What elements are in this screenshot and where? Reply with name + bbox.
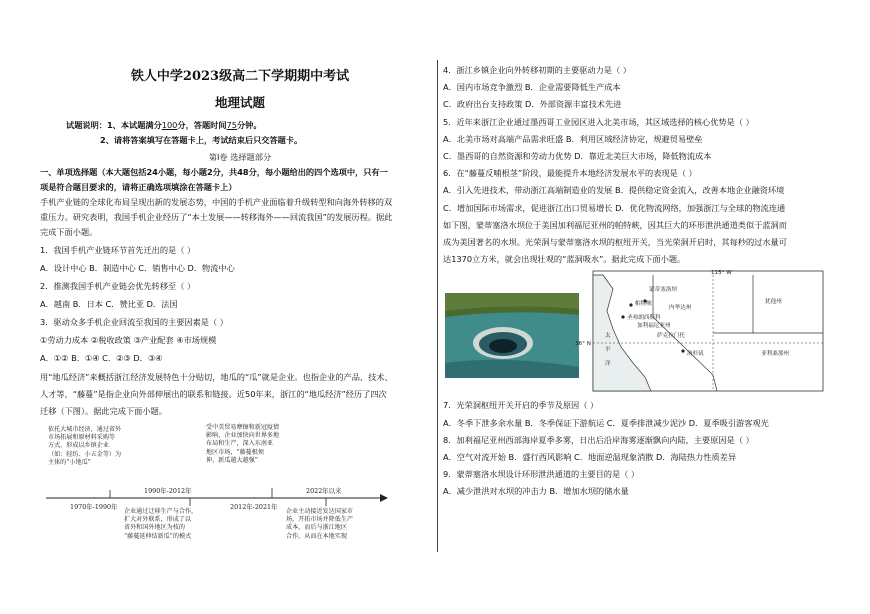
question-5: 5．近年来浙江企业通过墨西哥工业园区进入北美市场，其区域选择的核心优势是（ ） (443, 116, 754, 127)
dam-figures (443, 271, 843, 391)
california-map (575, 270, 823, 391)
svg-text:蒙蒂塞洛坝: 蒙蒂塞洛坝 (649, 287, 677, 294)
passage1-line: 完成下面小题。 (40, 227, 98, 237)
timeline-box-3: 受中美贸易摩擦和新冠疫情 影响，企业加快向世界多地 布局和生产，深入东南亚 地区市场，“藤蔓根须 伸，新瓜越大越强” (206, 424, 280, 464)
svg-text:加利福尼亚州: 加利福尼亚州 (637, 323, 671, 330)
left-column (40, 68, 440, 544)
instructions-line-2: 2、请将答案填写在答题卡上，考试结束后只交答题卡。 (100, 135, 303, 145)
question-3-items: ①劳动力成本 ②税收政策 ③产业配套 ④市场规模 (40, 335, 217, 345)
svg-text:太: 太 (605, 333, 611, 340)
period-label-1: 1970年-1990年 (70, 503, 118, 511)
question-1-options: A．设计中心 B．制造中心 C．销售中心 D．物流中心 (40, 263, 235, 273)
svg-text:内华达州: 内华达州 (669, 305, 692, 312)
svg-text:平: 平 (605, 347, 611, 354)
question-6: 6．在“藤蔓反哺根茎”阶段，最能提升本地经济发展水平的表现是（ ） (443, 168, 697, 179)
exam-time: 75 (226, 120, 237, 130)
question-4-options-2: C．政府出台支持政策 D．外部资源丰富技术先进 (443, 99, 622, 110)
question-8: 8．加利福尼亚州西部海岸夏季多雾，日出后沿岸海雾逐渐飘向内陆，主要原因是（ ） (443, 434, 754, 445)
question-2: 2．推测我国手机产业链会优先转移至（ ） (40, 281, 196, 291)
svg-text:115° W: 115° W (711, 270, 732, 277)
question-7: 7．光荣洞枢纽开关开启的季节及原因（ ） (443, 400, 599, 411)
svg-text:36° N: 36° N (575, 341, 591, 348)
svg-text:犹他州: 犹他州 (765, 299, 782, 306)
period-label-3: 2012年-2021年 (230, 503, 278, 511)
question-4: 4．浙江乡镇企业向外转移初期的主要驱动力是（ ） (443, 65, 631, 75)
question-6-options-1: A．引入先进技术，带动浙江高端制造业的发展 B．提供稳定资金流入，改善本地企业融资环境 (443, 185, 785, 196)
passage1-line: 重压力。研究表明，我国手机企业经历了“本土发展——转移海外——回流我国”的发展历程。据此 (40, 212, 393, 222)
svg-text:萨克拉门托: 萨克拉门托 (657, 333, 685, 340)
right-column (443, 62, 843, 501)
passage1-line: 手机产业链的全球化布局呈现出新的发展态势，中国的手机产业面临着升级转型和向海外转移的双 (40, 197, 393, 207)
passage2-line: 人才等，“藤蔓”是指企业向外部伸展出的联系和链接。近50年来，浙江的“地瓜经济”经历了四次 (40, 389, 387, 399)
question-9: 9．蒙蒂塞洛水坝设计环形泄洪通道的主要目的是（ ） (443, 469, 640, 480)
glory-hole-photo (445, 293, 579, 378)
question-6-options-2: C．增加国际市场需求，促进浙江出口贸易增长 D．优化物流网络，加强浙江与全球的物流连通 (443, 202, 786, 213)
question-8-options: A．空气对流开始 B．盛行西风影响 C．地面逆温现象消散 D．海陆热力性质差异 (443, 452, 737, 463)
exam-subtitle: 地理试题 (214, 95, 265, 110)
period-label-2: 1990年-2012年 (144, 487, 192, 495)
svg-text:圣弗朗西斯科: 圣弗朗西斯科 (627, 315, 661, 322)
question-3: 3．驱动众多手机企业回流至我国的主要因素是（ ） (40, 317, 228, 327)
exam-title: 铁人中学2023级高二下学期期中考试 (130, 69, 350, 84)
part1-heading-1: 一、单项选择题（本大题包括24小题，每小题2分，共48分，每小题给出的四个选项中，只有一 (40, 167, 388, 177)
question-5-options-1: A．北美市场对高端产品需求旺盛 B．利用区域经济协定，规避贸易壁垒 (443, 133, 703, 144)
svg-text:亚利桑那州: 亚利桑那州 (761, 351, 789, 358)
zhejiang-timeline-figure (40, 424, 420, 544)
period-label-4: 2022年以来 (306, 487, 342, 495)
timeline-box-4: 企业主动接近发达国家市 场，开拓市场并降低生产 成本，而后与浙江地区 合作，从而在本地实现 (286, 508, 354, 540)
passage2-line: 迁移（下图）。据此完成下面小题。 (40, 406, 167, 416)
question-2-options: A．越南 B．日本 C．赞比亚 D．法国 (40, 299, 178, 309)
passage3-line: 达1370立方米，就会出现壮观的“蓝洞吸水”。据此完成下面小题。 (443, 254, 686, 265)
passage2-line: 用“地瓜经济”来概括浙江经济发展特色十分贴切，地瓜的“瓜”就是企业。也指企业的产品、技术、 (40, 372, 393, 382)
question-4-options-1: A．国内市场竞争激烈 B．企业需要降低生产成本 (443, 82, 621, 93)
part1-heading-2: 项是符合题目要求的，请将正确选项填涂在答题卡上） (40, 182, 237, 192)
question-5-options-2: C．墨西哥的自然资源和劳动力优势 D．靠近北美巨大市场，降低物流成本 (443, 151, 712, 162)
svg-text:洋: 洋 (605, 361, 611, 368)
timeline-box-2: 企业通过迁移生产与合作， 扩大对外联系，形成了以 省外和国外地区为枝的 “藤蔓延伸结新瓜”的模式 (124, 508, 198, 540)
timeline-box-1: 依托大城市经济，通过省外 市场拓展和原材料采购等 方式，形成以乡镇企业 （如：轻纺、小五金等）为 主体的“小地瓜” (48, 426, 122, 466)
passage3-line: 成为美国著名的水坝。光荣洞与蒙蒂塞洛水坝的枢纽开关，当光荣洞开启时，其每秒的过水量可 (443, 237, 787, 248)
passage3-line: 如下图，蒙蒂塞洛水坝位于美国加利福尼亚州的帕特峡，因其巨大的环形泄洪通道类似于蓝洞而 (443, 219, 787, 230)
svg-text:帕特峡: 帕特峡 (635, 301, 652, 308)
section-title: 第Ⅰ卷 选择题部分 (208, 152, 272, 162)
question-9-options: A．减少泄洪对水坝的冲击力 B．增加水坝的储水量 (443, 486, 629, 497)
column-divider (437, 60, 438, 552)
question-7-options: A．冬季下泄多余水量 B．冬季保证下游航运 C．夏季排泄减少泥沙 D．夏季吸引游客观光 (443, 417, 769, 428)
svg-text:洛杉矶: 洛杉矶 (687, 351, 704, 358)
glory-hole-illustration (445, 293, 579, 378)
total-score: 100 (161, 120, 178, 130)
question-3-options: A．①② B．①④ C．②③ D．③④ (40, 353, 163, 363)
question-1: 1．我国手机产业链环节首先迁出的是（ ） (40, 245, 196, 255)
instructions-line-1: 试题说明：1、本试题满分100分，答题时间75分钟。 (66, 120, 262, 130)
